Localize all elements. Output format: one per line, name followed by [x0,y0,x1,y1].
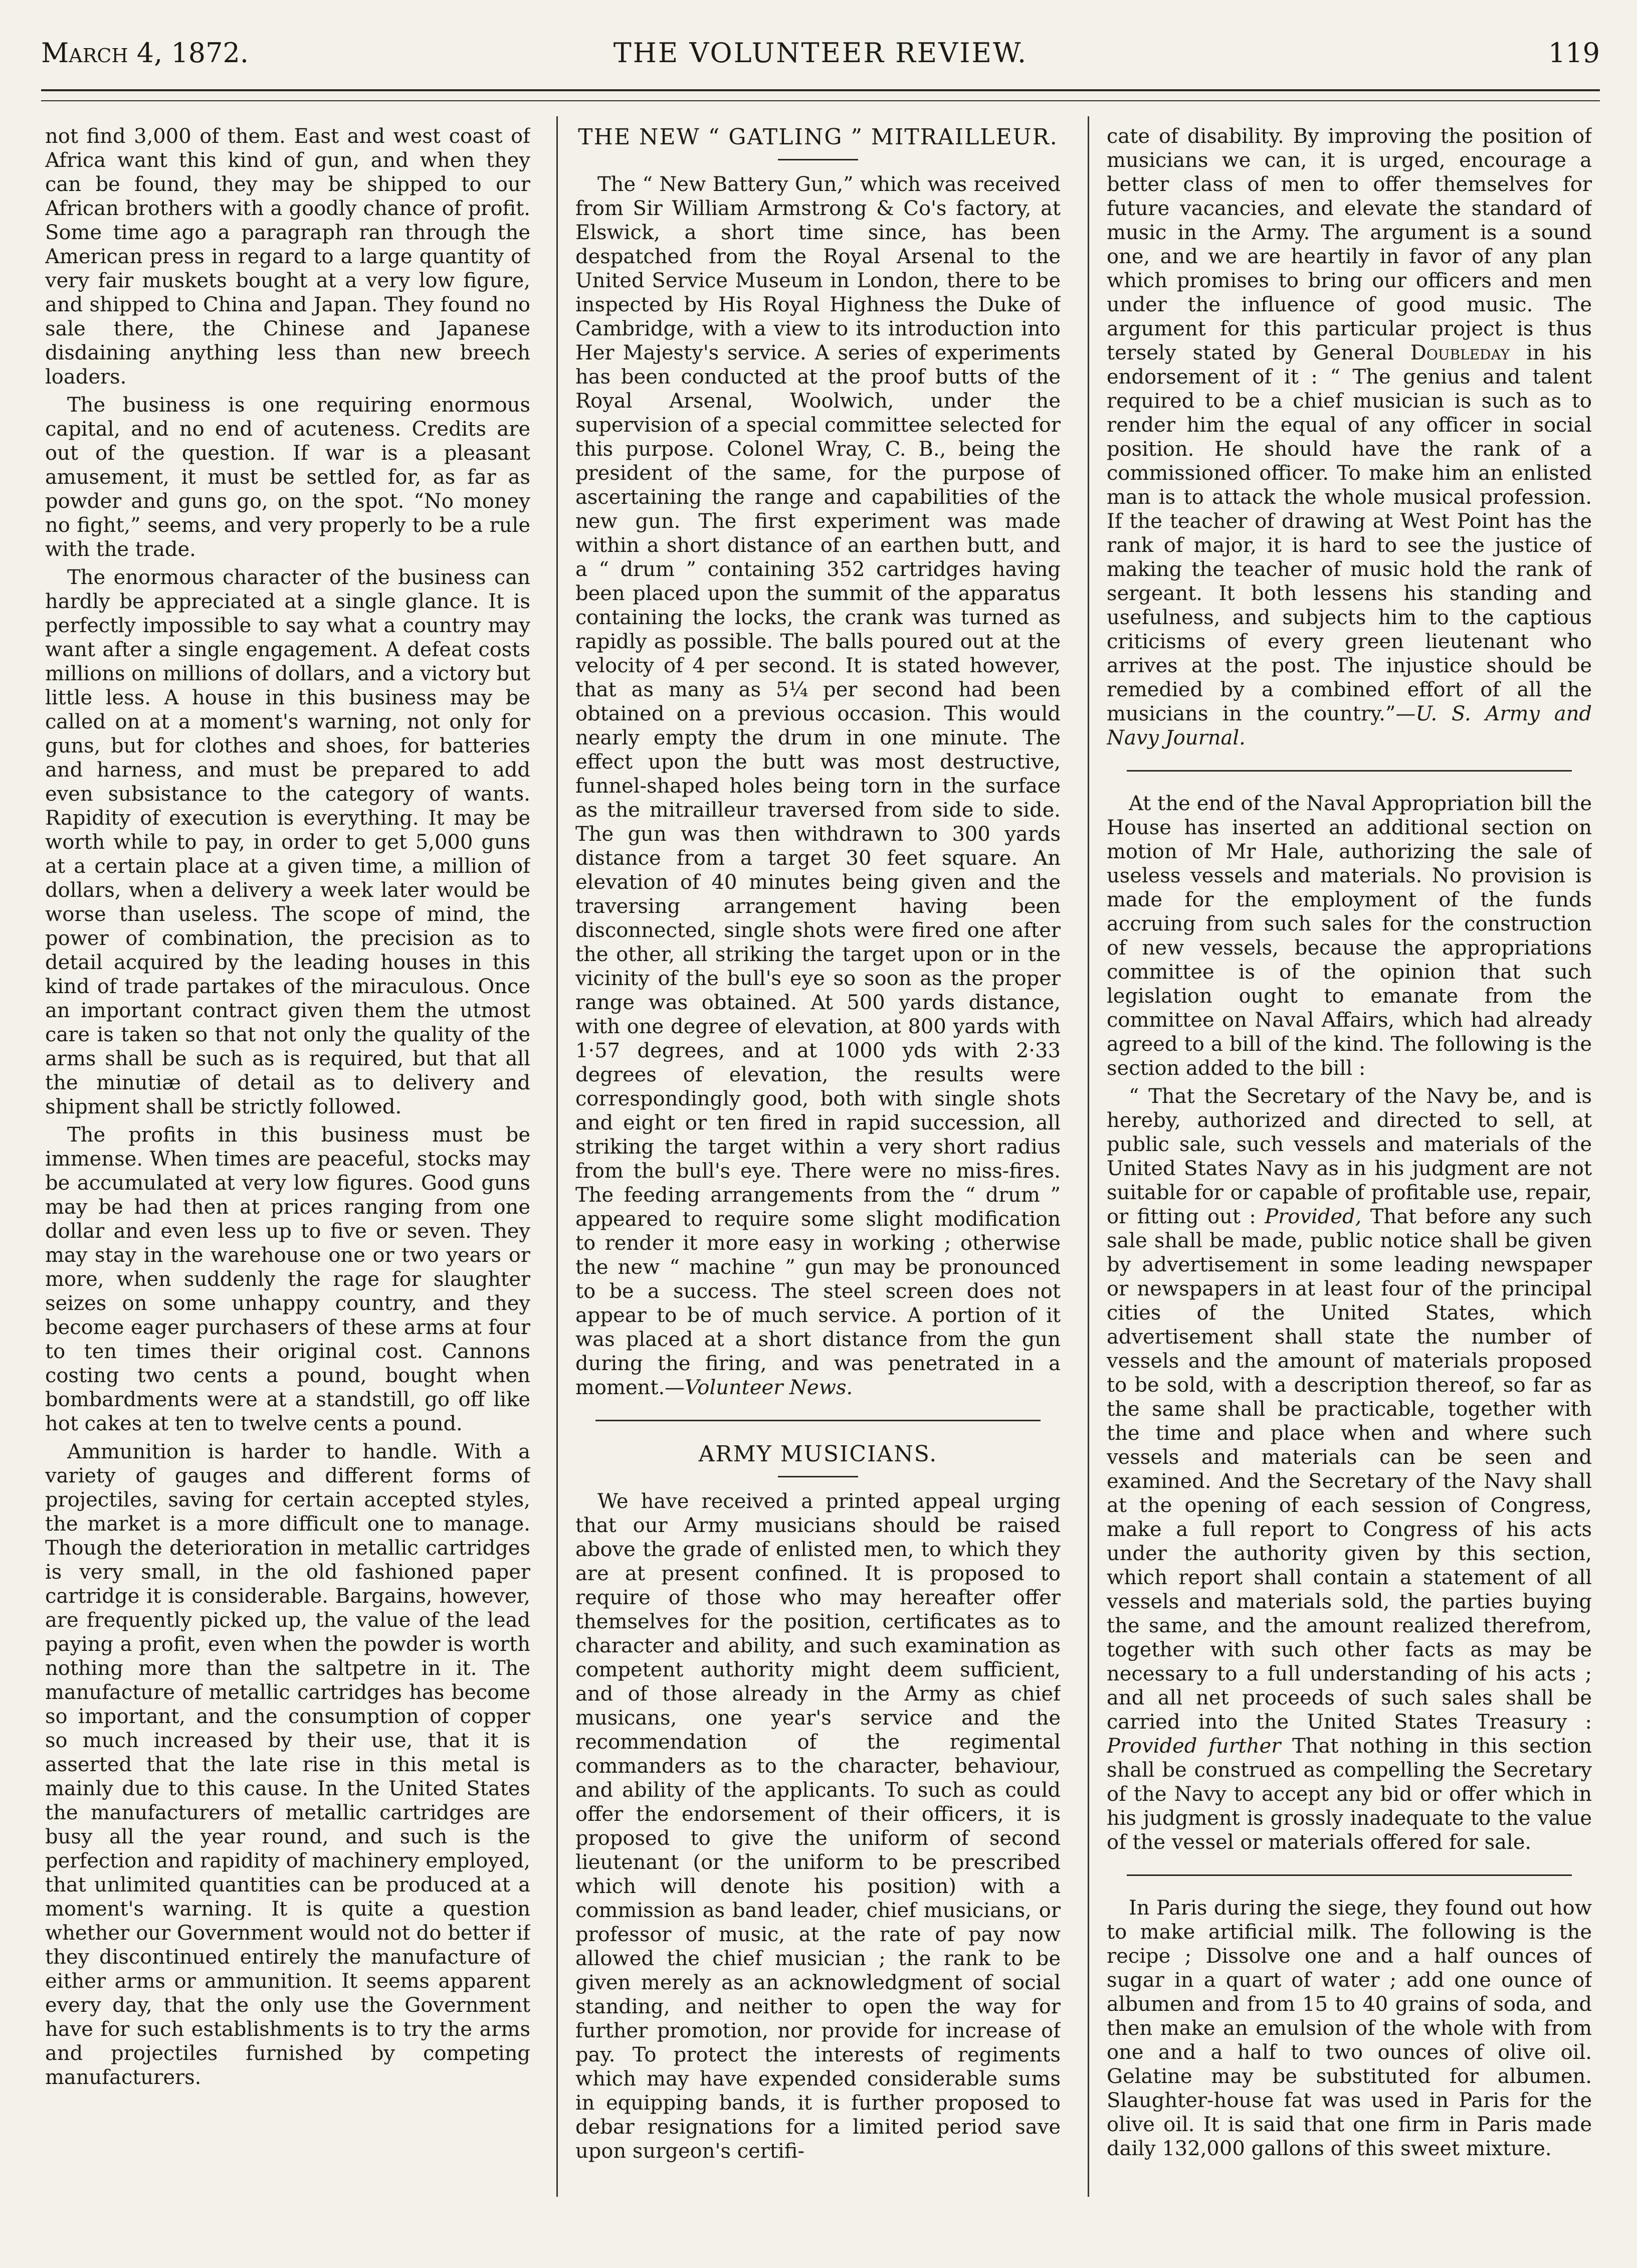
arms-trade-paragraph-4: The profits in this business must be immense. When times are peaceful, stocks may be accumulated at very low figures. Good guns may be had then at prices ranging from one dollar and even less up to five or seven. They may stay in the warehouse one or two years or more, when suddenly the rage for slaughter seizes on some unhappy country, and they become eager purchasers of these arms at four to ten times their original cost. Cannons costing two cents a pound, bought when bombardments were at a standstill, go off like hot cakes at ten to twelve cents a pound. [45,1123,530,1435]
naval-bill-section-text [1107,1084,1592,1854]
general-name: Doubleday [1410,341,1510,364]
masthead [41,32,1600,80]
page-number: 119 [1548,37,1600,69]
gatling-headline-rule [778,159,858,160]
army-musicians-source: U. S. Army and Navy Journal. [1107,702,1592,749]
column-2 [575,124,1061,2205]
arms-trade-paragraph-5: Ammunition is harder to handle. With a variety of gauges and different forms of projectiles, saving for certain accepted styles, the market is a more difficult one to manage. Though the deterioration in metallic cartridges is very small, in the old fashioned paper cartridge it is considerable. Bargains, however, are frequently picked up, the value of the lead paying a profit, even when the powder is worth nothing more than the saltpetre in it. The manufacture of metallic cartridges has become so important, and the consumption of copper so much increased by their use, that it is asserted that the late rise in this metal is mainly due to this cause. In the United States the manufacturers of metallic cartridges are busy all the year round, and such is the perfection and rapidity of machinery employed, that unlimited quantities can be produced at a moment's warning. It is quite a question whether our Government would not do better if they discontinued entirely the manufacture of either arms or ammunition. It seems apparent every day, that the only use the Government have for such establishments is to try the arms and projectiles furnished by competing manufacturers. [45,1440,530,2089]
army-musicians-headline-rule [778,1476,858,1477]
article-separator [1127,1874,1572,1876]
naval-section-part-a: “ That the Secretary of the Navy be, and is hereby, authorized and directed to sell, at public sale, such vessels and materials of the United States Navy as in his judgment are not suitable for or capable of profitable use, repair, or fitting out : [1107,1085,1592,1228]
gatling-headline: THE NEW “ GATLING ” MITRAILLEUR. [578,124,1058,150]
army-cont-text-1: cate of disability. By improving the position of musicians we can, it is urged, encourage a better class of men to offer themselves for future vacancies, and elevate the standard of music in the Army. The argument is a sound one, and we are heartily in favor of any plan which promises to bring our officers and men under the influence of good music. The argument for this particular project is thus tersely stated by General [1107,125,1592,364]
article-separator [595,1420,1041,1421]
naval-section-part-b: That before any such sale shall be made, public notice shall be given by advertisement in some leading newspaper or newspapers in at least four of the principal cities of the United States, which advertisement shall state the number of vessels and the amount of materials proposed to be sold, with a description thereof, so far as the same shall be practicable, together with the time and place when and where such vessels and materials can be seen and examined. And the Secretary of the Navy shall at the opening of each session of Congress, make a full report to Congress of his acts under the authority given by this section, which report shall contain a statement of all vessels and materials sold, the parties buying the same, and the amount realized therefrom, together with such other facts as may be necessary to a full understanding of his acts ; and all net proceeds of such sales shall be carried into the United States Treasury : [1107,1205,1592,1734]
column-1 [45,124,530,2205]
gatling-article-body: The “ New Battery Gun,” which was received from Sir William Armstrong & Co's factory, at Elswick, a short time since, has been despatched from the Royal Arsenal to the United Service Museum in London, there to be inspected by His Royal Highness the Duke of Cambridge, with a view to its introduction into Her Majesty's service. A series of experiments has been conducted at the proof butts of the Royal Arsenal, Woolwich, under the supervision of a special committee selected for this purpose. Colonel Wray, C. B., being the president of the same, for the purpose of ascertaining the range and capabilities of the new gun. The first experiment was made within a short distance of an earthen butt, and a “ drum ” containing 352 cartridges having been placed upon the summit of the apparatus containing the locks, the crank was turned as rapidly as possible. The balls poured out at the velocity of 4 per second. It is stated however, that as many as 5¼ per second had been obtained on a previous occasion. This would nearly empty the drum in one minute. The effect upon the butt was most destructive, funnel-shaped holes being torn in the surface as the mitrailleur traversed from side to side. The gun was then withdrawn to 300 yards distance from a target 30 feet square. An elevation of 40 minutes being given and the traversing arrangement having been disconnected, single shots were fired one after the other, all striking the target upon or in the vicinity of the bull's eye so soon as the proper range was obtained. At 500 yards distance, with one degree of elevation, at 800 yards with 1·57 degrees, and at 1000 yds with 2·33 degrees of elevation, the results were correspondingly good, both with single shots and eight or ten fired in rapid succession, all striking the target within a very short radius from the bull's eye. There were no miss-fires. The feeding arrangements from the “ drum ” appeared to require some slight modification to render it more easy in working ; otherwise the new “ machine ” gun may be pronounced to be a success. The steel screen does not appear to be of much service. A portion of it was placed at a short distance from the gun during the firing, and was penetrated in a moment.— [575,172,1061,1399]
gatling-source: Volunteer News. [685,1376,853,1399]
army-cont-text-2: in his endorsement of it : “ The genius and talent required to be a chief musician is such as to render him the equal of any officer in social position. He should have the rank of a commissioned officer. To make him an enlisted man is to attack the whole musical profession. If the teacher of drawing at West Point has the rank of major, it is hard to see the justice of making the teacher of music hold the rank of sergeant. It both lessens his standing and usefulness, and subjects him to the captious criticisms of every green lieutenant who arrives at the post. The injustice should be remedied by a combined effort of all the musicians in the country.”— [1107,341,1592,725]
naval-provided-1: Provided, [1265,1205,1362,1228]
naval-section-part-c: That nothing in this section shall be construed as compelling the Secretary of the Navy to accept any bid or offer which in his judgment is grossly inadequate to the value of the vessel or materials offered for sale. [1107,1735,1592,1854]
army-musicians-continued [1107,124,1592,750]
masthead-rule-top [41,89,1600,91]
masthead-rule-bottom [41,100,1600,101]
publication-title: THE VOLUNTEER REVIEW. [613,37,1028,69]
column-divider-1 [556,116,558,2197]
arms-trade-paragraph-3: The enormous character of the business can hardly be appreciated at a single glance. It is perfectly impossible to say what a country may want after a single engagement. A defeat costs millions on millions of dollars, and a victory but little less. A house in this business may be called on at a moment's warning, not only for guns, but for clothes and shoes, for batteries and harness, and must be prepared to add even subsistance to the category of wants. Rapidity of execution is everything. It may be worth while to pay, in order to get 5,000 guns at a certain place at a given time, a million of dollars, when a delivery a week later would be worse than useless. The scope of mind, the power of combination, the precision as to detail acquired by the leading houses in this kind of trade partakes of the miraculous. Once an important contract given them the utmost care is taken so that not only the quality of the arms shall be such as is required, but that all the minutiæ of detail as to delivery and shipment shall be strictly followed. [45,566,530,1118]
column-divider-2 [1088,116,1089,2197]
gatling-article [575,172,1061,1400]
army-musicians-headline: ARMY MUSICIANS. [698,1441,938,1467]
arms-trade-paragraph-1: not find 3,000 of them. East and west coast of Africa want this kind of gun, and when they can be found, they may be shipped to our African brothers with a goodly chance of profit. Some time ago a paragraph ran through the American press in regard to a large quantity of very fair muskets bought at a very low figure, and shipped to China and Japan. They found no sale there, the Chinese and Japanese disdaining anything less than new breech loaders. [45,125,530,389]
issue-date: March 4, 1872. [41,37,249,69]
column-3 [1107,124,1592,2205]
artificial-milk-paragraph: In Paris during the siege, they found out how to make artificial milk. The following is the recipe ; Dissolve one and a half ounces of sugar in a quart of water ; add one ounce of albumen and from 15 to 40 grains of soda, and then make an emulsion of the whole with from one and a half to two ounces of olive oil. Gelatine may be substituted for albumen. Slaughter-house fat was used in Paris for the olive oil. It is said that one firm in Paris made daily 132,000 gallons of this sweet mixture. [1107,1897,1592,2160]
article-separator [1127,770,1572,772]
naval-provided-2: Provided further [1107,1735,1281,1758]
naval-bill-paragraph-1: At the end of the Naval Appropriation bill the House has inserted an additional section on motion of Mr Hale, authorizing the sale of useless vessels and materials. No provision is made for the employment of the funds accruing from such sales for the construction of new vessels, because the appropriations committee is of the opinion that such legislation ought to emanate from the committee on Naval Affairs, which had already agreed to a bill of the kind. The following is the section added to the bill : [1107,792,1592,1080]
arms-trade-paragraph-2: The business is one requiring enormous capital, and no end of acuteness. Credits are out of the question. If war is a pleasant amusement, it must be settled for, as far as powder and guns go, on the spot. “No money no fight,” seems, and very properly to be a rule with the trade. [45,394,530,561]
army-musicians-article: We have received a printed appeal urging that our Army musicians should be raised above the grade of enlisted men, to which they are at present confined. It is proposed to require of those who may hereafter offer themselves for the position, certificates as to character and ability, and such examination as competent authority might deem sufficient, and of those already in the Army as chief musicans, one year's service and the recommendation of the regimental commanders as to the character, behaviour, and ability of the applicants. To such as could offer the endorsement of their officers, it is proposed to give the uniform of second lieutenant (or the uniform to be prescribed which will denote his position) with a commission as band leader, chief musicians, or professor of music, at the rate of pay now allowed the chief musician ; the rank to be given merely as an acknowledgment of social standing, and neither to open the way for further promotion, nor provide for increase of pay. To protect the interests of regiments which may have expended considerable sums in equipping bands, it is further proposed to debar resignations for a limited period save upon surgeon's certifi- [575,1489,1061,2163]
